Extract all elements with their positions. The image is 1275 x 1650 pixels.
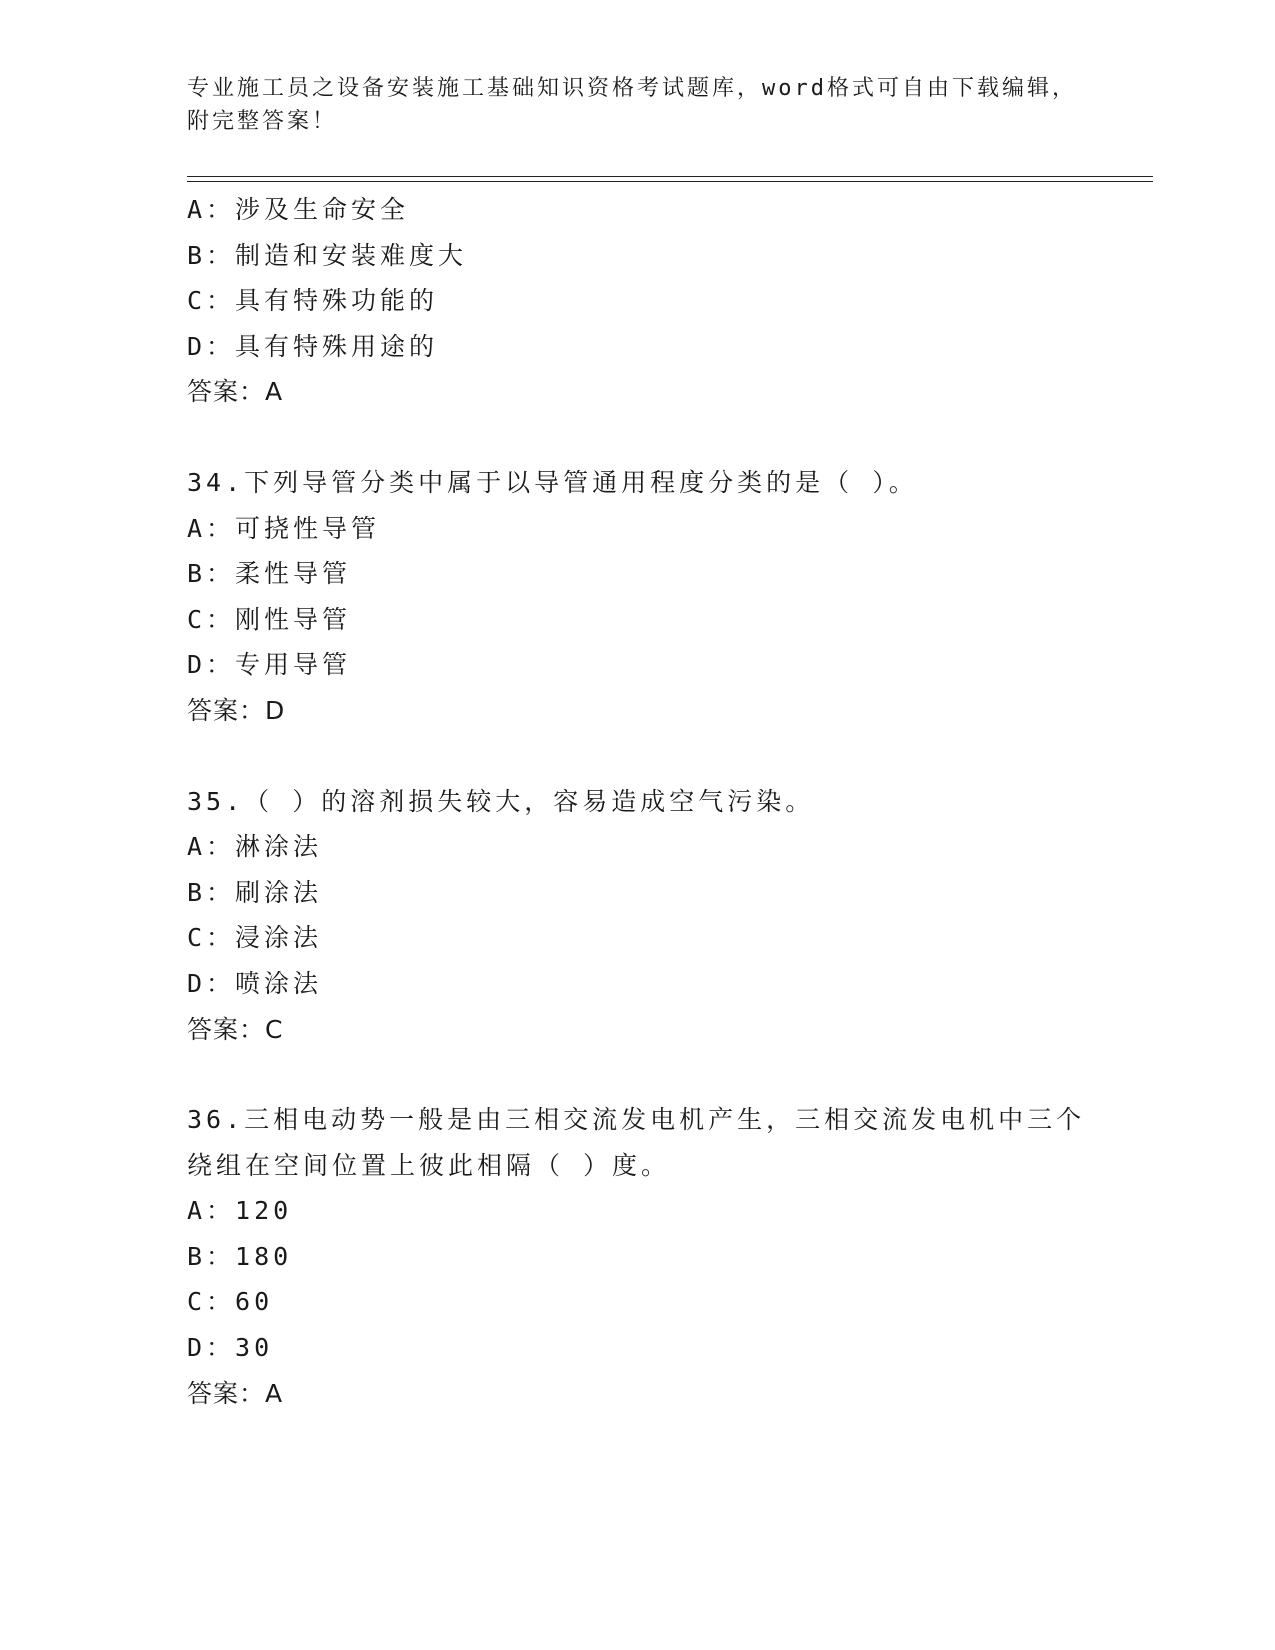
option-c: C：具有特殊功能的 bbox=[187, 286, 439, 316]
answer: 答案：D bbox=[187, 695, 286, 725]
option-d: D：30 bbox=[187, 1333, 274, 1363]
option-c: C：60 bbox=[187, 1287, 274, 1317]
question-stem: 35.（ ）的溶剂损失较大，容易造成空气污染。 bbox=[187, 786, 815, 816]
question-35 bbox=[187, 779, 1167, 1053]
question-list bbox=[187, 187, 1167, 1416]
question-34 bbox=[187, 460, 1167, 734]
question-stem-line-2: 绕组在空间位置上彼此相隔（ ）度。 bbox=[187, 1150, 671, 1180]
option-d: D：专用导管 bbox=[187, 650, 352, 680]
option-c: C：刚性导管 bbox=[187, 604, 352, 634]
option-a: A：涉及生命安全 bbox=[187, 195, 410, 224]
header-divider-top bbox=[187, 176, 1153, 177]
document-header bbox=[187, 72, 1087, 138]
option-a: A：淋涂法 bbox=[187, 832, 323, 862]
question-33 bbox=[187, 187, 1167, 415]
answer: 答案：A bbox=[187, 377, 284, 407]
option-a: A：120 bbox=[187, 1196, 293, 1226]
option-b: B：180 bbox=[187, 1241, 293, 1271]
header-line-2: 附完整答案！ bbox=[187, 109, 338, 134]
question-36 bbox=[187, 1097, 1167, 1416]
option-b: B：柔性导管 bbox=[187, 559, 352, 589]
header-line-1: 专业施工员之设备安装施工基础知识资格考试题库，word格式可自由下载编辑， bbox=[187, 76, 1077, 101]
option-d: D：喷涂法 bbox=[187, 968, 323, 998]
answer: 答案：C bbox=[187, 1014, 284, 1044]
option-b: B：制造和安装难度大 bbox=[187, 240, 468, 270]
option-b: B：刷涂法 bbox=[187, 877, 323, 907]
question-stem: 34.下列导管分类中属于以导管通用程度分类的是（ ）。 bbox=[187, 467, 918, 497]
answer: 答案：A bbox=[187, 1378, 284, 1408]
question-stem-line-1: 36.三相电动势一般是由三相交流发电机产生，三相交流发电机中三个 bbox=[187, 1105, 1086, 1135]
option-d: D：具有特殊用途的 bbox=[187, 331, 439, 361]
option-c: C：浸涂法 bbox=[187, 923, 323, 953]
option-a: A：可挠性导管 bbox=[187, 513, 381, 543]
header-divider-bottom bbox=[187, 181, 1153, 182]
